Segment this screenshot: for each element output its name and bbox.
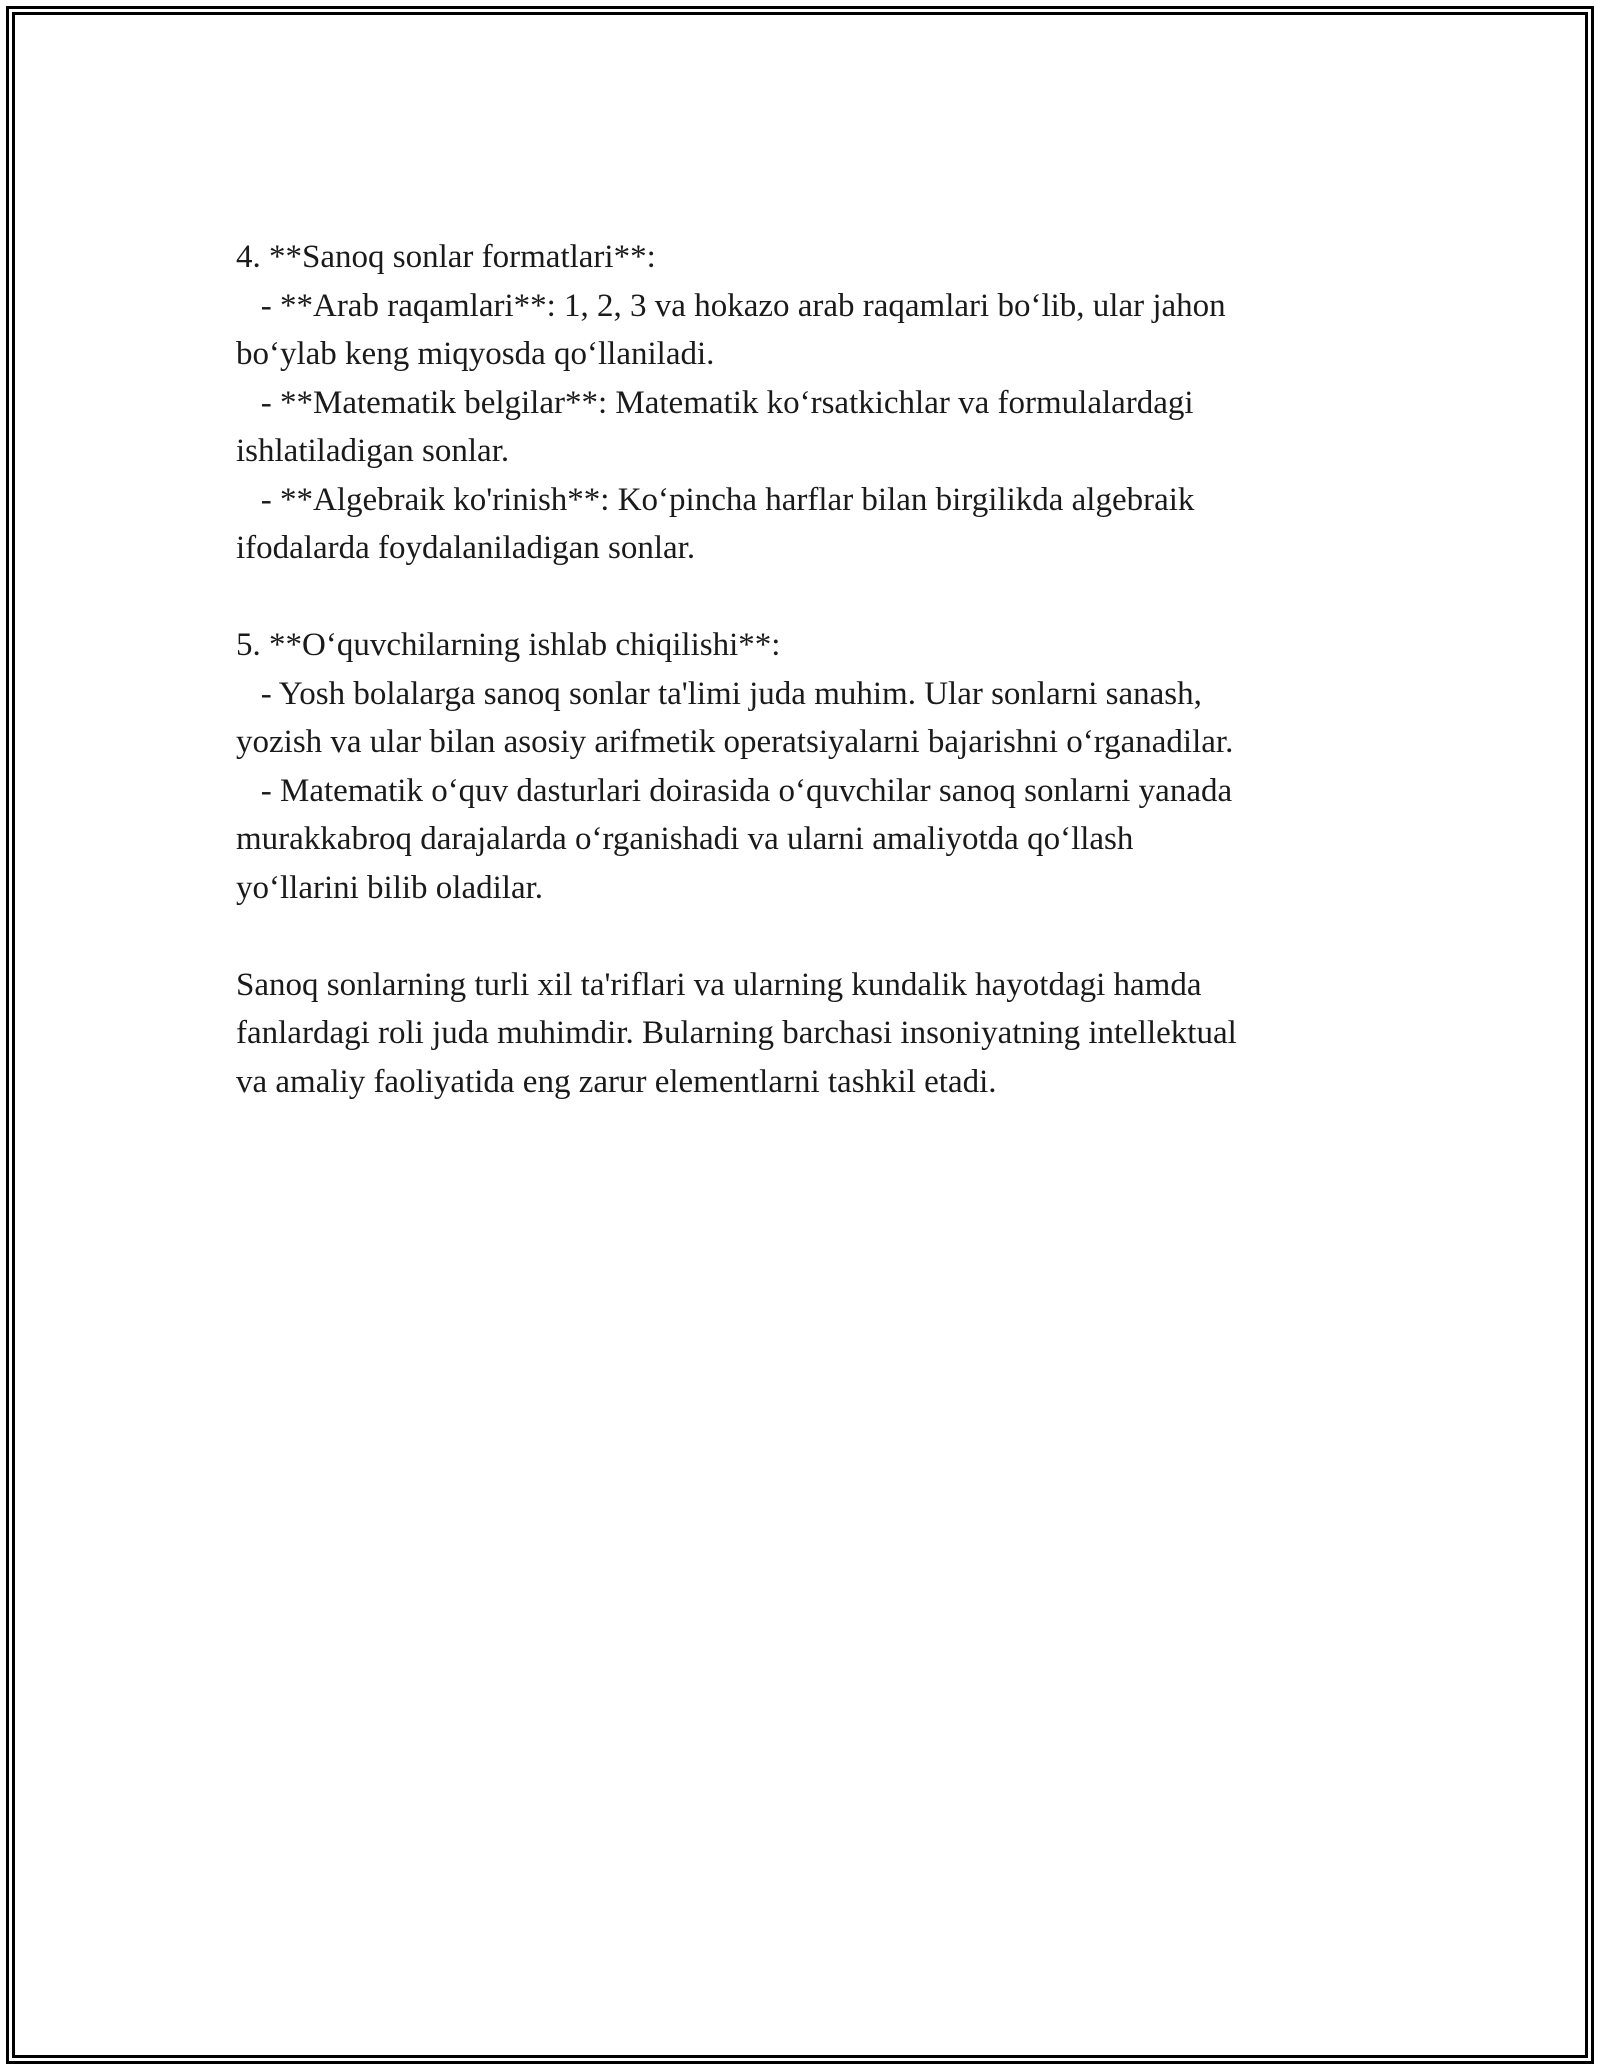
section-4-heading: 4. **Sanoq sonlar formatlari**: — [236, 239, 656, 275]
section-5-line: yo‘llarini bilib oladilar. — [236, 869, 544, 906]
section-5 — [236, 621, 1386, 912]
conclusion-paragraph — [236, 961, 1386, 1107]
paragraph-gap — [236, 912, 1386, 961]
section-4-line: - **Arab raqamlari**: 1, 2, 3 va hokazo arab raqamlari bo‘lib, ular jahon — [236, 287, 1226, 324]
section-5-line: - Yosh bolalarga sanoq sonlar ta'limi juda muhim. Ular sonlarni sanash, — [236, 675, 1202, 712]
section-5-line: murakkabroq darajalarda o‘rganishadi va ularni amaliyotda qo‘llash — [236, 821, 1134, 857]
section-5-line: yozish va ular bilan asosiy arifmetik operatsiyalarni bajarishni o‘rganadilar. — [236, 724, 1234, 760]
document-body — [236, 233, 1386, 1106]
conclusion-line: fanlardagi roli juda muhimdir. Bularning barchasi insoniyatning intellektual — [236, 1015, 1237, 1051]
section-4-line: - **Matematik belgilar**: Matematik ko‘rsatkichlar va formulalardagi — [236, 384, 1194, 421]
section-4-line: ifodalarda foydalaniladigan sonlar. — [236, 530, 696, 566]
paragraph-gap — [236, 573, 1386, 622]
conclusion-line: Sanoq sonlarning turli xil ta'riflari va ularning kundalik hayotdagi hamda — [236, 966, 1202, 1003]
section-5-line: - Matematik o‘quv dasturlari doirasida o‘quvchilar sanoq sonlarni yanada — [236, 772, 1233, 809]
conclusion-line: va amaliy faoliyatida eng zarur elementlarni tashkil etadi. — [236, 1063, 997, 1100]
section-4-line: bo‘ylab keng miqyosda qo‘llaniladi. — [236, 336, 715, 372]
section-4-line: - **Algebraik ko'rinish**: Ko‘pincha harflar bilan birgilikda algebraik — [236, 481, 1195, 518]
section-5-heading: 5. **O‘quvchilarning ishlab chiqilishi**: — [236, 627, 781, 663]
section-4 — [236, 233, 1386, 573]
section-4-line: ishlatiladigan sonlar. — [236, 433, 510, 469]
